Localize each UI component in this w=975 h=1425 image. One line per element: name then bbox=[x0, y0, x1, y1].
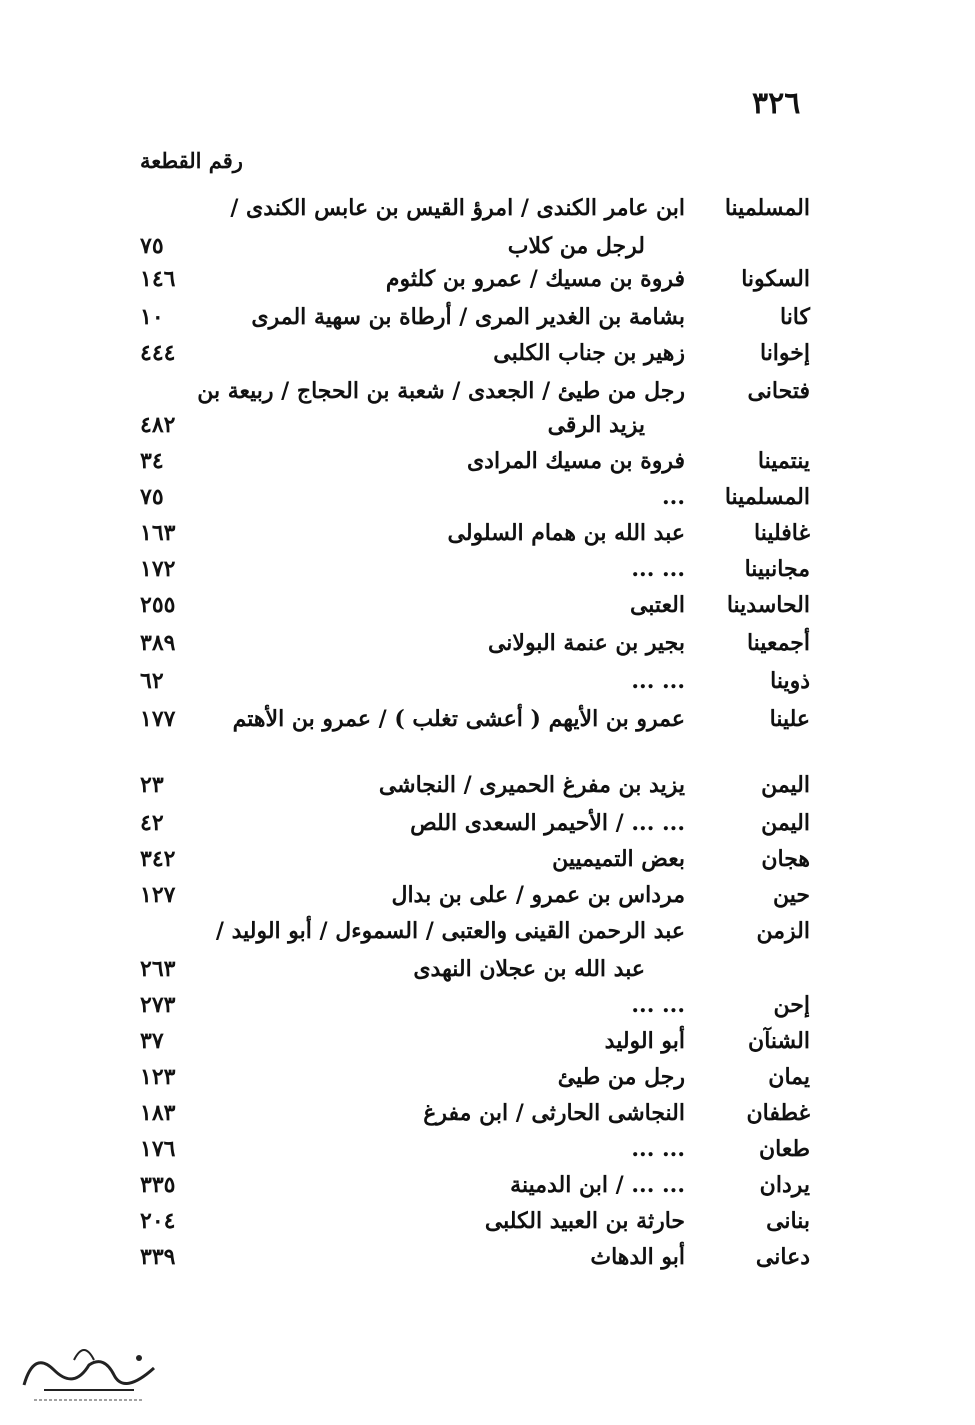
rhyme-word: غطفان bbox=[746, 1100, 810, 1126]
index-entry bbox=[0, 706, 975, 742]
index-entry bbox=[0, 378, 975, 414]
rhyme-word: علينا bbox=[769, 706, 810, 732]
poet-names: عبد الله بن همام السلولى bbox=[447, 520, 685, 546]
piece-number: ١٨٣ bbox=[140, 1100, 176, 1126]
poet-names: بعض التميميين bbox=[552, 846, 685, 872]
piece-number: ٧٥ bbox=[140, 233, 164, 259]
index-entry bbox=[0, 1100, 975, 1136]
piece-number: ٣٨٩ bbox=[140, 630, 176, 656]
piece-number: ١٤٦ bbox=[140, 266, 176, 292]
piece-number: ٣٤٢ bbox=[140, 846, 176, 872]
poet-names: زهير بن جناب الكلبى bbox=[493, 340, 685, 366]
poet-names: رجل من طيئ bbox=[557, 1064, 685, 1090]
rhyme-word: بنانى bbox=[766, 1208, 810, 1234]
rhyme-word: غافلينا bbox=[754, 520, 810, 546]
poet-names: أبو الدهاث bbox=[590, 1244, 685, 1270]
rhyme-word: السكونا bbox=[741, 266, 810, 292]
rhyme-word: إحن bbox=[773, 992, 810, 1018]
index-entry bbox=[0, 1028, 975, 1064]
poet-names: حارثة بن العبيد الكلبى bbox=[484, 1208, 685, 1234]
index-entry bbox=[0, 992, 975, 1028]
rhyme-word: المسلمينا bbox=[724, 195, 810, 221]
piece-number: ٤٨٢ bbox=[140, 412, 176, 438]
poet-names: ... ... bbox=[631, 668, 685, 694]
rhyme-word: اليمن bbox=[761, 772, 810, 798]
piece-number: ٦٢ bbox=[140, 668, 164, 694]
poet-names: عبد الرحمن القينى والعتبى / السموءل / أبو الوليد / bbox=[215, 918, 685, 944]
index-entry bbox=[0, 1064, 975, 1100]
piece-number: ١٢٧ bbox=[140, 882, 176, 908]
index-entry bbox=[0, 1244, 975, 1280]
poet-names: العتبى bbox=[629, 592, 685, 618]
rhyme-word: ينتمينا bbox=[757, 448, 810, 474]
index-entry bbox=[0, 195, 975, 231]
index-entry bbox=[0, 592, 975, 628]
rhyme-word: أجمعينا bbox=[746, 630, 810, 656]
piece-number: ٤٢ bbox=[140, 810, 164, 836]
index-entry bbox=[0, 520, 975, 556]
poet-names: عمرو بن الأيهم ( أعشى تغلب ) / عمرو بن الأهتم bbox=[232, 706, 685, 732]
index-entry bbox=[0, 233, 975, 269]
rhyme-word: يردان bbox=[759, 1172, 810, 1198]
index-entry bbox=[0, 918, 975, 954]
rhyme-word: طعان bbox=[759, 1136, 810, 1162]
rhyme-word: مجانبينا bbox=[744, 556, 810, 582]
piece-number: ١٧٦ bbox=[140, 1136, 176, 1162]
poet-names: لرجل من كلاب bbox=[507, 233, 645, 259]
poet-names: أبو الوليد bbox=[604, 1028, 685, 1054]
piece-number: ٢٧٣ bbox=[140, 992, 176, 1018]
rhyme-word: هجان bbox=[761, 846, 810, 872]
poet-names: مرداس بن عمرو / على بن بدال bbox=[391, 882, 685, 908]
poet-names: فروة بن مسيك المرادى bbox=[466, 448, 685, 474]
poet-names: ... ... / ابن الدمينة bbox=[510, 1172, 685, 1198]
rhyme-word: فتحانى bbox=[747, 378, 810, 404]
index-entry bbox=[0, 304, 975, 340]
index-entry bbox=[0, 412, 975, 448]
piece-number: ١٧٧ bbox=[140, 706, 176, 732]
index-entry bbox=[0, 1208, 975, 1244]
rhyme-word: كانا bbox=[779, 304, 810, 330]
poet-names: بجير بن عنمة البولانى bbox=[487, 630, 685, 656]
index-entry bbox=[0, 340, 975, 376]
rhyme-word: ذوينا bbox=[770, 668, 810, 694]
poet-names: بشامة بن الغدير المرى / أرطاة بن سهية المرى bbox=[251, 304, 685, 330]
rhyme-word: اليمن bbox=[761, 810, 810, 836]
piece-number: ١٧٢ bbox=[140, 556, 176, 582]
poet-names: يزيد الرقى bbox=[547, 412, 645, 438]
poet-names: ... ... bbox=[631, 992, 685, 1018]
index-entry bbox=[0, 846, 975, 882]
piece-number: ٣٣٩ bbox=[140, 1244, 176, 1270]
index-entry bbox=[0, 1172, 975, 1208]
index-entry bbox=[0, 810, 975, 846]
piece-number: ٧٥ bbox=[140, 484, 164, 510]
index-entry bbox=[0, 484, 975, 520]
rhyme-word: المسلمينا bbox=[724, 484, 810, 510]
rhyme-word: الحاسدينا bbox=[726, 592, 810, 618]
index-entry bbox=[0, 956, 975, 992]
index-entry bbox=[0, 668, 975, 704]
piece-number: ١٢٣ bbox=[140, 1064, 176, 1090]
index-entry bbox=[0, 772, 975, 808]
piece-number: ٤٤٤ bbox=[140, 340, 176, 366]
rhyme-word: الشنآن bbox=[748, 1028, 810, 1054]
page-number: ٣٢٦ bbox=[752, 86, 801, 121]
piece-number: ٢٥٥ bbox=[140, 592, 176, 618]
rhyme-word: إخوانا bbox=[759, 340, 810, 366]
index-entry bbox=[0, 556, 975, 592]
poet-names: عبد الله بن عجلان النهدى bbox=[413, 956, 645, 982]
poet-names: رجل من طيئ / الجعدى / شعبة بن الحجاج / ربيعة بن bbox=[197, 378, 685, 404]
piece-number: ٣٣٥ bbox=[140, 1172, 176, 1198]
piece-number: ٢٠٤ bbox=[140, 1208, 176, 1234]
rhyme-word: الزمن bbox=[756, 918, 810, 944]
rhyme-word: يمان bbox=[768, 1064, 810, 1090]
piece-number: ٣٧ bbox=[140, 1028, 164, 1054]
library-logo bbox=[14, 1330, 164, 1410]
index-entry bbox=[0, 1136, 975, 1172]
poet-names: ابن عامر الكندى / امرؤ القيس بن عابس الكندى / bbox=[230, 195, 685, 221]
index-entry bbox=[0, 448, 975, 484]
piece-number: ٣٤ bbox=[140, 448, 164, 474]
piece-number: ٢٣ bbox=[140, 772, 164, 798]
piece-number: ١٦٣ bbox=[140, 520, 176, 546]
rhyme-word: حين bbox=[773, 882, 810, 908]
index-entry bbox=[0, 266, 975, 302]
rhyme-word: دعانى bbox=[755, 1244, 810, 1270]
index-entry bbox=[0, 882, 975, 918]
piece-number: ٢٦٣ bbox=[140, 956, 176, 982]
poet-names: ... bbox=[662, 484, 685, 510]
poet-names: ... ... / الأحيمر السعدى اللص bbox=[410, 810, 685, 836]
poet-names: ... ... bbox=[631, 1136, 685, 1162]
column-header: رقم القطعة bbox=[140, 148, 243, 173]
index-entry bbox=[0, 630, 975, 666]
poet-names: فروة بن مسيك / عمرو بن كلثوم bbox=[385, 266, 685, 292]
piece-number: ١٠ bbox=[140, 304, 164, 330]
poet-names: ... ... bbox=[631, 556, 685, 582]
poet-names: يزيد بن مفرغ الحميرى / النجاشى bbox=[378, 772, 685, 798]
poet-names: النجاشى الحارثى / ابن مفرغ bbox=[423, 1100, 685, 1126]
